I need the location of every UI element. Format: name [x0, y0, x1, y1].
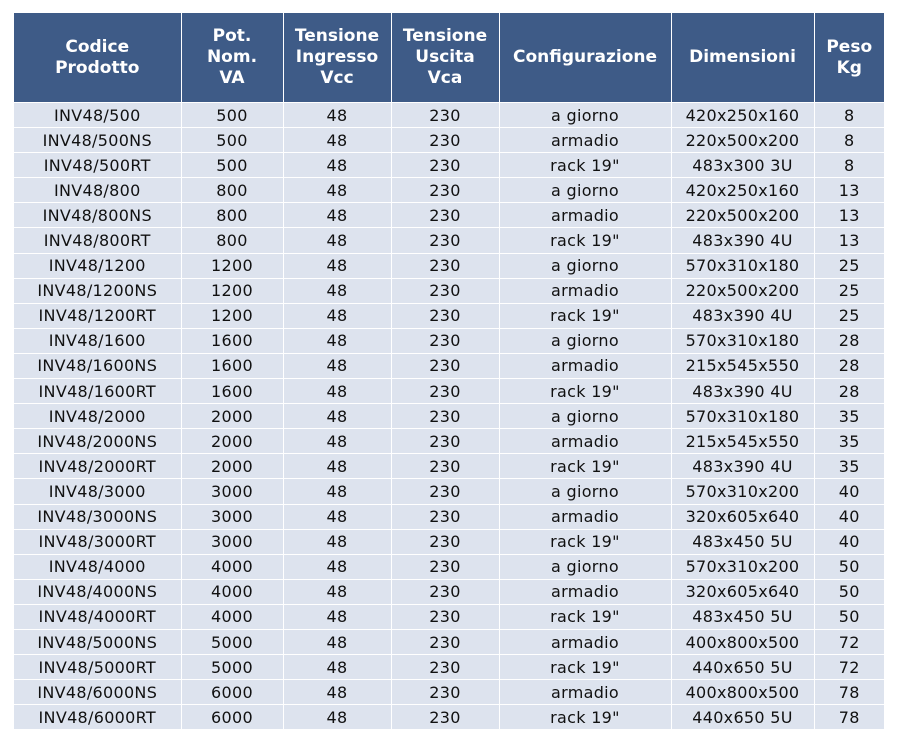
dimensioni-cell: 483x390 4U — [671, 379, 814, 404]
codice-cell: INV48/800NS — [14, 203, 181, 228]
codice-cell: INV48/3000NS — [14, 504, 181, 529]
table-row — [14, 404, 884, 429]
uscita-cell: 230 — [391, 278, 499, 303]
ingresso-cell: 48 — [283, 680, 391, 705]
configurazione-cell: armadio — [499, 629, 671, 654]
codice-cell: INV48/2000NS — [14, 429, 181, 454]
dimensioni-cell: 400x800x500 — [671, 629, 814, 654]
header-peso — [814, 13, 884, 103]
codice-cell: INV48/2000RT — [14, 454, 181, 479]
codice-cell: INV48/5000RT — [14, 655, 181, 680]
peso-cell: 35 — [814, 404, 884, 429]
uscita-cell: 230 — [391, 178, 499, 203]
ingresso-cell: 48 — [283, 429, 391, 454]
dimensioni-cell: 420x250x160 — [671, 103, 814, 128]
codice-cell: INV48/800RT — [14, 228, 181, 253]
peso-cell: 35 — [814, 454, 884, 479]
uscita-cell: 230 — [391, 479, 499, 504]
header-line: Ingresso — [295, 47, 379, 67]
uscita-cell: 230 — [391, 203, 499, 228]
header-tensione-ingresso — [283, 13, 391, 103]
header-codice-prodotto — [14, 13, 181, 103]
uscita-cell: 230 — [391, 529, 499, 554]
table-row — [14, 128, 884, 153]
uscita-cell: 230 — [391, 705, 499, 730]
table-row — [14, 228, 884, 253]
table-row — [14, 379, 884, 404]
codice-cell: INV48/1600RT — [14, 379, 181, 404]
dimensioni-cell: 483x390 4U — [671, 454, 814, 479]
codice-cell: INV48/1200NS — [14, 278, 181, 303]
uscita-cell: 230 — [391, 103, 499, 128]
potenza-cell: 2000 — [181, 404, 283, 429]
table-row — [14, 529, 884, 554]
uscita-cell: 230 — [391, 153, 499, 178]
configurazione-cell: rack 19" — [499, 705, 671, 730]
configurazione-cell: a giorno — [499, 404, 671, 429]
potenza-cell: 1200 — [181, 278, 283, 303]
potenza-cell: 800 — [181, 203, 283, 228]
header-tensione-uscita — [391, 13, 499, 103]
header-line: Configurazione — [512, 47, 658, 67]
configurazione-cell: armadio — [499, 278, 671, 303]
ingresso-cell: 48 — [283, 454, 391, 479]
uscita-cell: 230 — [391, 404, 499, 429]
uscita-cell: 230 — [391, 554, 499, 579]
uscita-cell: 230 — [391, 379, 499, 404]
table-row — [14, 579, 884, 604]
potenza-cell: 5000 — [181, 655, 283, 680]
ingresso-cell: 48 — [283, 128, 391, 153]
ingresso-cell: 48 — [283, 253, 391, 278]
potenza-cell: 1600 — [181, 379, 283, 404]
dimensioni-cell: 215x545x550 — [671, 429, 814, 454]
dimensioni-cell: 570x310x180 — [671, 253, 814, 278]
header-row — [14, 13, 884, 103]
codice-cell: INV48/6000NS — [14, 680, 181, 705]
codice-cell: INV48/800 — [14, 178, 181, 203]
table-row — [14, 429, 884, 454]
header-line: Prodotto — [55, 57, 140, 78]
codice-cell: INV48/2000 — [14, 404, 181, 429]
potenza-cell: 1600 — [181, 353, 283, 378]
peso-cell: 72 — [814, 655, 884, 680]
codice-cell: INV48/4000 — [14, 554, 181, 579]
inverter-spec-table — [14, 13, 884, 730]
configurazione-cell: rack 19" — [499, 379, 671, 404]
dimensioni-cell: 420x250x160 — [671, 178, 814, 203]
uscita-cell: 230 — [391, 655, 499, 680]
potenza-cell: 500 — [181, 153, 283, 178]
configurazione-cell: a giorno — [499, 178, 671, 203]
codice-cell: INV48/6000RT — [14, 705, 181, 730]
dimensioni-cell: 483x450 5U — [671, 529, 814, 554]
peso-cell: 50 — [814, 554, 884, 579]
peso-cell: 50 — [814, 579, 884, 604]
uscita-cell: 230 — [391, 680, 499, 705]
dimensioni-cell: 570x310x200 — [671, 554, 814, 579]
configurazione-cell: rack 19" — [499, 228, 671, 253]
dimensioni-cell: 320x605x640 — [671, 504, 814, 529]
configurazione-cell: a giorno — [499, 103, 671, 128]
potenza-cell: 2000 — [181, 454, 283, 479]
ingresso-cell: 48 — [283, 103, 391, 128]
potenza-cell: 6000 — [181, 680, 283, 705]
configurazione-cell: rack 19" — [499, 529, 671, 554]
ingresso-cell: 48 — [283, 629, 391, 654]
ingresso-cell: 48 — [283, 504, 391, 529]
configurazione-cell: armadio — [499, 680, 671, 705]
potenza-cell: 3000 — [181, 504, 283, 529]
potenza-cell: 800 — [181, 228, 283, 253]
configurazione-cell: armadio — [499, 579, 671, 604]
codice-cell: INV48/4000NS — [14, 579, 181, 604]
table-row — [14, 504, 884, 529]
codice-cell: INV48/500 — [14, 103, 181, 128]
ingresso-cell: 48 — [283, 655, 391, 680]
peso-cell: 8 — [814, 153, 884, 178]
potenza-cell: 500 — [181, 128, 283, 153]
peso-cell: 78 — [814, 680, 884, 705]
table-row — [14, 680, 884, 705]
peso-cell: 35 — [814, 429, 884, 454]
potenza-cell: 4000 — [181, 579, 283, 604]
table-row — [14, 554, 884, 579]
header-line: Vca — [427, 68, 463, 88]
peso-cell: 13 — [814, 203, 884, 228]
table-row — [14, 253, 884, 278]
peso-cell: 40 — [814, 529, 884, 554]
uscita-cell: 230 — [391, 454, 499, 479]
configurazione-cell: rack 19" — [499, 604, 671, 629]
header-line: Uscita — [415, 47, 475, 67]
table-row — [14, 655, 884, 680]
header-line: Dimensioni — [689, 47, 796, 67]
ingresso-cell: 48 — [283, 554, 391, 579]
table-row — [14, 328, 884, 353]
uscita-cell: 230 — [391, 629, 499, 654]
table-body — [14, 103, 884, 730]
configurazione-cell: a giorno — [499, 479, 671, 504]
header-dimensioni — [671, 13, 814, 103]
header-line: Peso — [826, 36, 873, 57]
dimensioni-cell: 570x310x180 — [671, 404, 814, 429]
uscita-cell: 230 — [391, 504, 499, 529]
configurazione-cell: a giorno — [499, 554, 671, 579]
uscita-cell: 230 — [391, 303, 499, 328]
table-row — [14, 629, 884, 654]
table-row — [14, 353, 884, 378]
configurazione-cell: armadio — [499, 203, 671, 228]
header-potenza-nominale — [181, 13, 283, 103]
dimensioni-cell: 215x545x550 — [671, 353, 814, 378]
ingresso-cell: 48 — [283, 178, 391, 203]
potenza-cell: 6000 — [181, 705, 283, 730]
ingresso-cell: 48 — [283, 705, 391, 730]
configurazione-cell: armadio — [499, 353, 671, 378]
table-row — [14, 604, 884, 629]
uscita-cell: 230 — [391, 604, 499, 629]
dimensioni-cell: 483x390 4U — [671, 228, 814, 253]
potenza-cell: 5000 — [181, 629, 283, 654]
peso-cell: 28 — [814, 328, 884, 353]
uscita-cell: 230 — [391, 128, 499, 153]
configurazione-cell: armadio — [499, 128, 671, 153]
uscita-cell: 230 — [391, 228, 499, 253]
ingresso-cell: 48 — [283, 328, 391, 353]
configurazione-cell: armadio — [499, 504, 671, 529]
dimensioni-cell: 320x605x640 — [671, 579, 814, 604]
ingresso-cell: 48 — [283, 278, 391, 303]
header-line: Vcc — [320, 68, 354, 88]
peso-cell: 13 — [814, 178, 884, 203]
peso-cell: 72 — [814, 629, 884, 654]
table-row — [14, 454, 884, 479]
configurazione-cell: a giorno — [499, 253, 671, 278]
potenza-cell: 1200 — [181, 253, 283, 278]
table-row — [14, 705, 884, 730]
codice-cell: INV48/500RT — [14, 153, 181, 178]
ingresso-cell: 48 — [283, 379, 391, 404]
potenza-cell: 500 — [181, 103, 283, 128]
configurazione-cell: rack 19" — [499, 655, 671, 680]
ingresso-cell: 48 — [283, 579, 391, 604]
ingresso-cell: 48 — [283, 228, 391, 253]
peso-cell: 28 — [814, 379, 884, 404]
uscita-cell: 230 — [391, 253, 499, 278]
dimensioni-cell: 483x390 4U — [671, 303, 814, 328]
dimensioni-cell: 220x500x200 — [671, 278, 814, 303]
codice-cell: INV48/500NS — [14, 128, 181, 153]
ingresso-cell: 48 — [283, 303, 391, 328]
ingresso-cell: 48 — [283, 529, 391, 554]
codice-cell: INV48/3000 — [14, 479, 181, 504]
dimensioni-cell: 440x650 5U — [671, 705, 814, 730]
header-line: Pot. — [212, 26, 252, 46]
potenza-cell: 4000 — [181, 554, 283, 579]
table-row — [14, 103, 884, 128]
ingresso-cell: 48 — [283, 404, 391, 429]
ingresso-cell: 48 — [283, 153, 391, 178]
peso-cell: 13 — [814, 228, 884, 253]
peso-cell: 8 — [814, 103, 884, 128]
peso-cell: 8 — [814, 128, 884, 153]
peso-cell: 25 — [814, 278, 884, 303]
potenza-cell: 2000 — [181, 429, 283, 454]
potenza-cell: 3000 — [181, 529, 283, 554]
header-line: Nom. — [206, 47, 258, 67]
dimensioni-cell: 220x500x200 — [671, 128, 814, 153]
uscita-cell: 230 — [391, 328, 499, 353]
uscita-cell: 230 — [391, 579, 499, 604]
codice-cell: INV48/1600 — [14, 328, 181, 353]
table-row — [14, 153, 884, 178]
dimensioni-cell: 483x450 5U — [671, 604, 814, 629]
dimensioni-cell: 400x800x500 — [671, 680, 814, 705]
dimensioni-cell: 570x310x180 — [671, 328, 814, 353]
potenza-cell: 800 — [181, 178, 283, 203]
ingresso-cell: 48 — [283, 479, 391, 504]
configurazione-cell: rack 19" — [499, 153, 671, 178]
potenza-cell: 4000 — [181, 604, 283, 629]
codice-cell: INV48/1600NS — [14, 353, 181, 378]
table-row — [14, 203, 884, 228]
codice-cell: INV48/5000NS — [14, 629, 181, 654]
dimensioni-cell: 570x310x200 — [671, 479, 814, 504]
header-line: Codice — [65, 36, 130, 57]
header-configurazione — [499, 13, 671, 103]
header-line: Kg — [836, 57, 862, 78]
table-row — [14, 303, 884, 328]
ingresso-cell: 48 — [283, 203, 391, 228]
ingresso-cell: 48 — [283, 604, 391, 629]
spec-table-container — [14, 13, 884, 730]
header-line: Tensione — [402, 26, 488, 46]
configurazione-cell: rack 19" — [499, 303, 671, 328]
peso-cell: 28 — [814, 353, 884, 378]
header-line: Tensione — [294, 26, 380, 46]
configurazione-cell: a giorno — [499, 328, 671, 353]
uscita-cell: 230 — [391, 429, 499, 454]
uscita-cell: 230 — [391, 353, 499, 378]
table-row — [14, 178, 884, 203]
potenza-cell: 1200 — [181, 303, 283, 328]
peso-cell: 40 — [814, 504, 884, 529]
table-row — [14, 278, 884, 303]
configurazione-cell: armadio — [499, 429, 671, 454]
peso-cell: 25 — [814, 303, 884, 328]
codice-cell: INV48/1200 — [14, 253, 181, 278]
dimensioni-cell: 483x300 3U — [671, 153, 814, 178]
codice-cell: INV48/1200RT — [14, 303, 181, 328]
codice-cell: INV48/4000RT — [14, 604, 181, 629]
ingresso-cell: 48 — [283, 353, 391, 378]
peso-cell: 25 — [814, 253, 884, 278]
table-row — [14, 479, 884, 504]
codice-cell: INV48/3000RT — [14, 529, 181, 554]
dimensioni-cell: 440x650 5U — [671, 655, 814, 680]
potenza-cell: 3000 — [181, 479, 283, 504]
peso-cell: 40 — [814, 479, 884, 504]
configurazione-cell: rack 19" — [499, 454, 671, 479]
header-line: VA — [219, 68, 245, 88]
dimensioni-cell: 220x500x200 — [671, 203, 814, 228]
peso-cell: 50 — [814, 604, 884, 629]
potenza-cell: 1600 — [181, 328, 283, 353]
peso-cell: 78 — [814, 705, 884, 730]
